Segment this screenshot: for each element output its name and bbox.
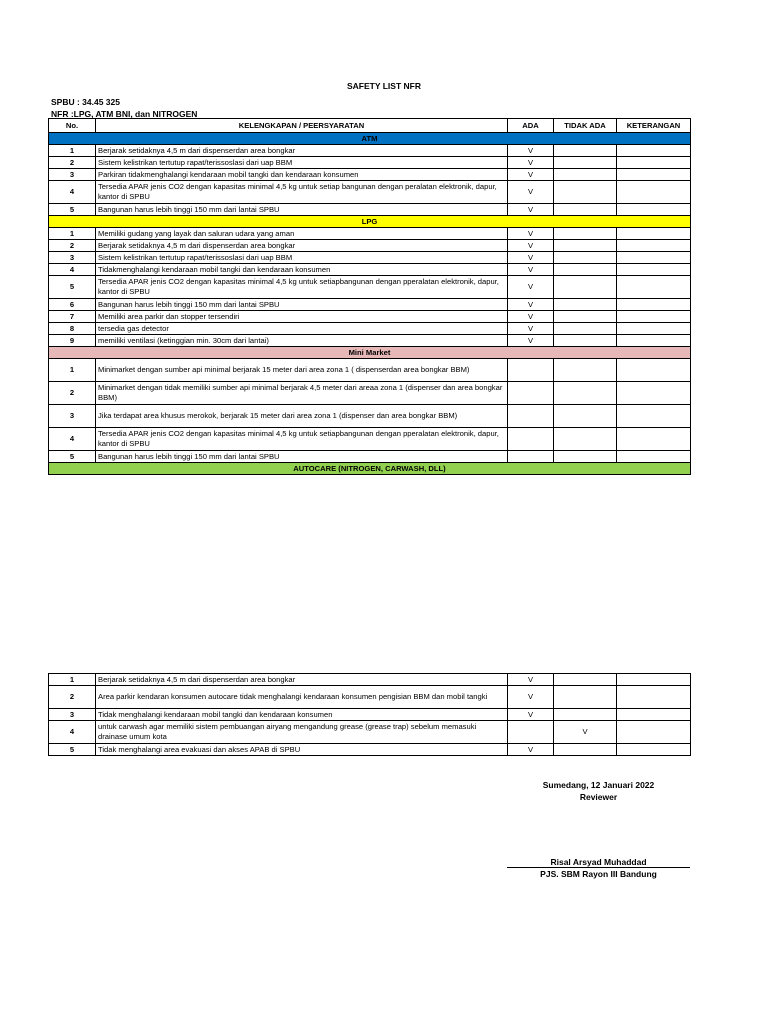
cell-no: 5 — [49, 276, 96, 299]
table-header-row — [49, 119, 691, 133]
cell-keterangan — [617, 169, 691, 181]
cell-requirement: tersedia gas detector — [96, 323, 508, 335]
cell-tidak-ada — [554, 451, 617, 463]
autocare-cell-tidak-ada — [554, 709, 617, 721]
table-row — [49, 169, 691, 181]
table-row — [49, 181, 691, 204]
spbu-number: SPBU : 34.45 325 — [51, 97, 120, 107]
autocare-cell-ada: V — [508, 686, 554, 709]
autocare-cell-requirement: Berjarak setidaknya 4,5 m dari dispenserdan area bongkar — [96, 674, 508, 686]
col-header-kelengkapan: KELENGKAPAN / PEERSYARATAN — [96, 119, 508, 133]
table-row — [49, 157, 691, 169]
cell-keterangan — [617, 405, 691, 428]
section-title: Mini Market — [49, 347, 691, 359]
section-title: LPG — [49, 216, 691, 228]
cell-keterangan — [617, 451, 691, 463]
cell-keterangan — [617, 311, 691, 323]
safety-checklist-table — [48, 118, 691, 475]
cell-tidak-ada — [554, 382, 617, 405]
cell-keterangan — [617, 204, 691, 216]
cell-no: 4 — [49, 181, 96, 204]
autocare-cell-ada: V — [508, 709, 554, 721]
table-row — [49, 428, 691, 451]
cell-ada: V — [508, 323, 554, 335]
table-row — [49, 323, 691, 335]
cell-ada — [508, 451, 554, 463]
table-row — [49, 311, 691, 323]
autocare-cell-tidak-ada — [554, 686, 617, 709]
cell-tidak-ada — [554, 311, 617, 323]
cell-no: 2 — [49, 157, 96, 169]
cell-no: 8 — [49, 323, 96, 335]
cell-keterangan — [617, 252, 691, 264]
cell-requirement: Bangunan harus lebih tinggi 150 mm dari lantai SPBU — [96, 451, 508, 463]
autocare-cell-keterangan — [617, 744, 691, 756]
autocare-cell-keterangan — [617, 721, 691, 744]
cell-requirement: Jika terdapat area khusus merokok, berjarak 15 meter dari area zona 1 (dispenser dan area bongkar BBM) — [96, 405, 508, 428]
cell-ada: V — [508, 145, 554, 157]
table-row — [49, 405, 691, 428]
cell-no: 9 — [49, 335, 96, 347]
table-row — [49, 264, 691, 276]
cell-no: 4 — [49, 428, 96, 451]
cell-no: 1 — [49, 228, 96, 240]
cell-requirement: Minimarket dengan tidak memiliki sumber api minimal berjarak 4,5 meter dari areaa zona 1 (dispenser dan area bongkar BBM) — [96, 382, 508, 405]
table-row — [49, 240, 691, 252]
cell-ada: V — [508, 157, 554, 169]
cell-no: 1 — [49, 359, 96, 382]
cell-tidak-ada — [554, 276, 617, 299]
autocare-cell-ada — [508, 721, 554, 744]
autocare-cell-no: 1 — [49, 674, 96, 686]
cell-no: 3 — [49, 405, 96, 428]
section-header-lpg — [49, 216, 691, 228]
cell-tidak-ada — [554, 359, 617, 382]
cell-ada: V — [508, 181, 554, 204]
cell-no: 2 — [49, 382, 96, 405]
signature-line — [507, 867, 690, 868]
cell-requirement: Sistem kelistrikan tertutup rapat/terissoslasi dari uap BBM — [96, 252, 508, 264]
cell-ada: V — [508, 311, 554, 323]
cell-no: 5 — [49, 451, 96, 463]
cell-tidak-ada — [554, 323, 617, 335]
cell-requirement: Sistem kelistrikan tertutup rapat/terissoslasi dari uap BBM — [96, 157, 508, 169]
signature-role: Reviewer — [579, 792, 618, 802]
autocare-cell-no: 5 — [49, 744, 96, 756]
section-header-atm — [49, 133, 691, 145]
cell-tidak-ada — [554, 169, 617, 181]
cell-ada — [508, 382, 554, 405]
cell-no: 6 — [49, 299, 96, 311]
cell-requirement: Parkiran tidakmenghalangi kendaraan mobil tangki dan kendaraan konsumen — [96, 169, 508, 181]
cell-keterangan — [617, 323, 691, 335]
table-row — [49, 709, 691, 721]
autocare-cell-requirement: Tidak menghalangi kendaraan mobil tangki dan kendaraan konsumen — [96, 709, 508, 721]
cell-keterangan — [617, 335, 691, 347]
section-title: ATM — [49, 133, 691, 145]
autocare-cell-keterangan — [617, 686, 691, 709]
signature-place-date: Sumedang, 12 Januari 2022 — [542, 780, 655, 790]
cell-requirement: Tersedia APAR jenis CO2 dengan kapasitas minimal 4,5 kg untuk setiapbangunan dengan pperalatan elektronik, dapur, kantor di SPBU — [96, 428, 508, 451]
cell-tidak-ada — [554, 252, 617, 264]
cell-tidak-ada — [554, 145, 617, 157]
cell-requirement: Minimarket dengan sumber api minimal berjarak 15 meter dari area zona 1 ( dispenserdan area bongkar BBM) — [96, 359, 508, 382]
cell-ada — [508, 359, 554, 382]
cell-tidak-ada — [554, 428, 617, 451]
cell-keterangan — [617, 428, 691, 451]
cell-ada: V — [508, 228, 554, 240]
cell-no: 3 — [49, 169, 96, 181]
autocare-cell-ada: V — [508, 674, 554, 686]
table-row — [49, 252, 691, 264]
section-header-autocare — [49, 463, 691, 475]
cell-requirement: Tidakmenghalangi kendaraan mobil tangki dan kendaraan konsumen — [96, 264, 508, 276]
autocare-cell-no: 2 — [49, 686, 96, 709]
autocare-cell-requirement: untuk carwash agar memiliki sistem pembuangan airyang mengandung grease (grease trap) sebelum memasuki drainase umum kota — [96, 721, 508, 744]
cell-tidak-ada — [554, 204, 617, 216]
autocare-cell-keterangan — [617, 709, 691, 721]
autocare-cell-tidak-ada — [554, 744, 617, 756]
table-row — [49, 145, 691, 157]
cell-no: 2 — [49, 240, 96, 252]
autocare-cell-no: 3 — [49, 709, 96, 721]
cell-requirement: Berjarak setidaknya 4,5 m dari dispenserdan area bongkar — [96, 240, 508, 252]
cell-requirement: Memiliki area parkir dan stopper tersendiri — [96, 311, 508, 323]
cell-no: 4 — [49, 264, 96, 276]
cell-tidak-ada — [554, 405, 617, 428]
cell-ada: V — [508, 264, 554, 276]
autocare-checklist-table — [48, 673, 691, 756]
cell-keterangan — [617, 276, 691, 299]
cell-ada: V — [508, 240, 554, 252]
cell-tidak-ada — [554, 240, 617, 252]
table-row — [49, 451, 691, 463]
autocare-cell-keterangan — [617, 674, 691, 686]
cell-keterangan — [617, 382, 691, 405]
table-row — [49, 228, 691, 240]
col-header-no: No. — [49, 119, 96, 133]
cell-keterangan — [617, 145, 691, 157]
cell-requirement: Memiliki gudang yang layak dan saluran udara yang aman — [96, 228, 508, 240]
table-row — [49, 721, 691, 744]
cell-ada — [508, 405, 554, 428]
cell-ada: V — [508, 169, 554, 181]
cell-no: 5 — [49, 204, 96, 216]
col-header-keterangan: KETERANGAN — [617, 119, 691, 133]
cell-tidak-ada — [554, 181, 617, 204]
cell-requirement: memiliki ventilasi (ketinggian min. 30cm dari lantai) — [96, 335, 508, 347]
cell-requirement: Berjarak setidaknya 4,5 m dari dispenserdan area bongkar — [96, 145, 508, 157]
cell-keterangan — [617, 228, 691, 240]
table-row — [49, 276, 691, 299]
autocare-cell-requirement: Tidak menghalangi area evakuasi dan akses APAB di SPBU — [96, 744, 508, 756]
section-title: AUTOCARE (NITROGEN, CARWASH, DLL) — [49, 463, 691, 475]
cell-keterangan — [617, 299, 691, 311]
table-row — [49, 744, 691, 756]
table-row — [49, 359, 691, 382]
cell-tidak-ada — [554, 299, 617, 311]
cell-requirement: Bangunan harus lebih tinggi 150 mm dari lantai SPBU — [96, 299, 508, 311]
table-row — [49, 382, 691, 405]
table-row — [49, 204, 691, 216]
cell-ada: V — [508, 276, 554, 299]
cell-ada: V — [508, 204, 554, 216]
autocare-cell-tidak-ada — [554, 674, 617, 686]
cell-keterangan — [617, 264, 691, 276]
cell-keterangan — [617, 240, 691, 252]
cell-requirement: Bangunan harus lebih tinggi 150 mm dari lantai SPBU — [96, 204, 508, 216]
autocare-cell-requirement: Area parkir kendaran konsumen autocare tidak menghalangi kendaraan konsumen pengisian BBM dan mobil tangki — [96, 686, 508, 709]
autocare-cell-ada: V — [508, 744, 554, 756]
cell-no: 1 — [49, 145, 96, 157]
cell-ada: V — [508, 335, 554, 347]
cell-requirement: Tersedia APAR jenis CO2 dengan kapasitas minimal 4,5 kg untuk setiap bangunan dengan peralatan elektronik, dapur, kantor di SPBU — [96, 181, 508, 204]
cell-keterangan — [617, 181, 691, 204]
cell-ada: V — [508, 299, 554, 311]
col-header-tidak-ada: TIDAK ADA — [554, 119, 617, 133]
cell-ada: V — [508, 252, 554, 264]
signature-position: PJS. SBM Rayon III Bandung — [540, 869, 657, 879]
cell-no: 7 — [49, 311, 96, 323]
signature-name: Risal Arsyad Muhaddad — [550, 857, 647, 867]
document-title: SAFETY LIST NFR — [347, 81, 421, 91]
cell-no: 3 — [49, 252, 96, 264]
autocare-cell-no: 4 — [49, 721, 96, 744]
table-row — [49, 686, 691, 709]
autocare-cell-tidak-ada: V — [554, 721, 617, 744]
cell-tidak-ada — [554, 228, 617, 240]
cell-requirement: Tersedia APAR jenis CO2 dengan kapasitas minimal 4,5 kg untuk setiapbangunan dengan pperalatan elektronik, dapur, kantor di SPBU — [96, 276, 508, 299]
cell-keterangan — [617, 359, 691, 382]
cell-keterangan — [617, 157, 691, 169]
table-row — [49, 674, 691, 686]
cell-tidak-ada — [554, 264, 617, 276]
section-header-mini-market — [49, 347, 691, 359]
table-row — [49, 335, 691, 347]
cell-ada — [508, 428, 554, 451]
table-row — [49, 299, 691, 311]
col-header-ada: ADA — [508, 119, 554, 133]
cell-tidak-ada — [554, 335, 617, 347]
nfr-scope: NFR :LPG, ATM BNI, dan NITROGEN — [51, 109, 198, 119]
cell-tidak-ada — [554, 157, 617, 169]
